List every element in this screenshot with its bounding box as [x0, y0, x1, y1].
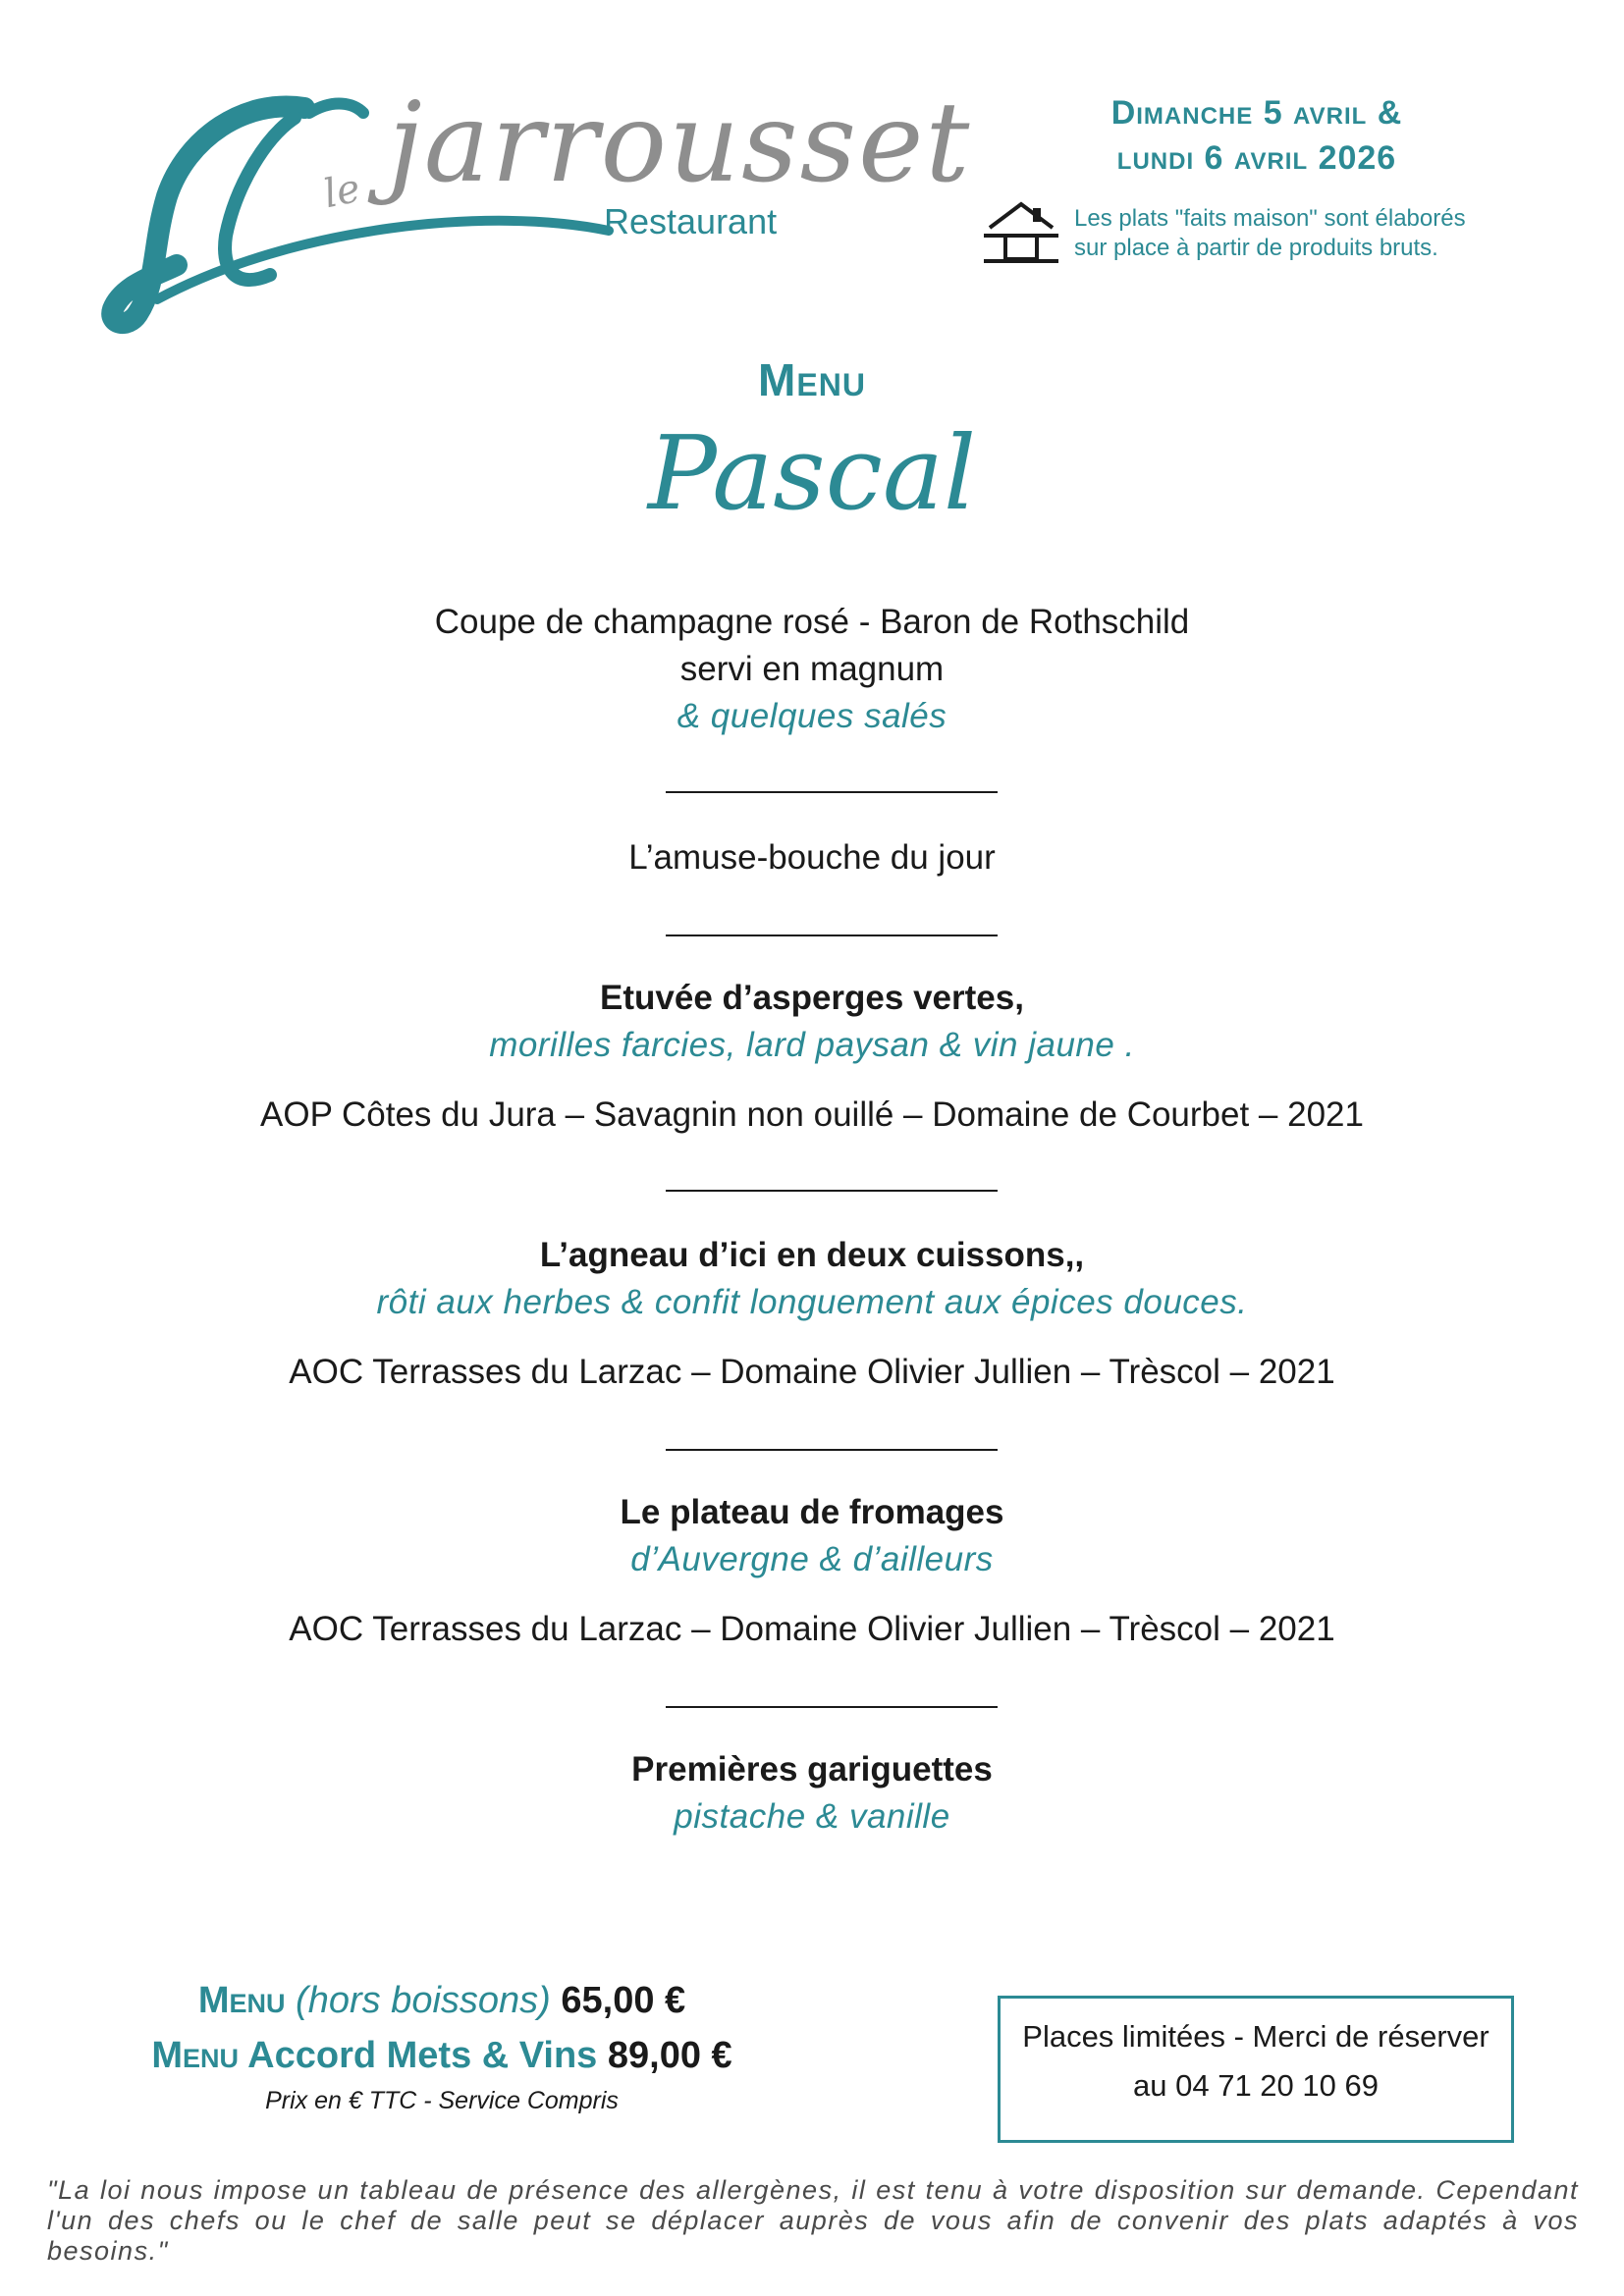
divider	[666, 1706, 998, 1708]
reservation-line-1: Places limitées - Merci de réserver	[1022, 2019, 1489, 2054]
date-line-2: lundi 6 avril 2026	[1116, 139, 1397, 177]
divider	[666, 791, 998, 793]
plat-subtitle: rôti aux herbes & confit longuement aux épices douces.	[376, 1283, 1248, 1321]
divider	[666, 934, 998, 936]
entree-title: Etuvée d’asperges vertes,	[600, 979, 1024, 1017]
aperitif-line-2: servi en magnum	[679, 650, 945, 688]
event-dates	[1021, 90, 1492, 181]
fait-maison-line-2: sur place à partir de produits bruts.	[1074, 235, 1438, 261]
divider	[666, 1449, 998, 1451]
menu-price-line	[108, 1973, 776, 2028]
fromage-subtitle: d’Auvergne & d’ailleurs	[630, 1540, 994, 1578]
accord-price-line	[108, 2028, 776, 2083]
accord-price-label-sc: Menu	[151, 2035, 239, 2076]
menu-price: 65,00 €	[561, 1980, 686, 2021]
menu-price-label: Menu	[197, 1980, 286, 2021]
divider	[666, 1190, 998, 1192]
pricing-block	[108, 1973, 776, 2115]
accord-price: 89,00 €	[607, 2035, 732, 2076]
allergen-note: "La loi nous impose un tableau de présence des allergènes, il est tenu à votre disposition sur demande. Cependant l'un des chefs ou le chef de salle peut se déplacer auprès de vous afin de convenir des plats adaptés à vos besoins."	[47, 2175, 1579, 2266]
fait-maison-note	[1074, 204, 1545, 263]
reservation-box	[998, 1996, 1514, 2143]
date-line-1: Dimanche 5 avril &	[1110, 94, 1403, 132]
reservation-phone: au 04 71 20 10 69	[1133, 2068, 1379, 2103]
plat-title: L’agneau d’ici en deux cuissons,,	[539, 1236, 1085, 1274]
entree-wine: AOP Côtes du Jura – Savagnin non ouillé – Domaine de Courbet – 2021	[260, 1095, 1364, 1134]
restaurant-logo	[98, 79, 972, 344]
house-icon	[982, 196, 1060, 265]
fromage-title: Le plateau de fromages	[620, 1493, 1004, 1531]
fromage-wine: AOC Terrasses du Larzac – Domaine Olivier Jullien – Trèscol – 2021	[289, 1610, 1335, 1648]
aperitif-line-3: & quelques salés	[677, 697, 947, 735]
aperitif-line-1: Coupe de champagne rosé - Baron de Rothschild	[434, 603, 1190, 641]
plat-wine: AOC Terrasses du Larzac – Domaine Olivier Jullien – Trèscol – 2021	[289, 1353, 1335, 1391]
menu-title: Menu	[758, 354, 866, 405]
dessert-subtitle: pistache & vanille	[674, 1797, 950, 1836]
menu-price-note: (hors boissons)	[296, 1980, 551, 2021]
dessert-title: Premières gariguettes	[631, 1750, 993, 1789]
menu-name: Pascal	[647, 413, 977, 533]
logo-subtitle: Restaurant	[604, 201, 778, 241]
logo-name: jarrousset	[388, 80, 972, 207]
entree-subtitle: morilles farcies, lard paysan & vin jaune .	[489, 1026, 1135, 1064]
prix-ttc-note: Prix en € TTC - Service Compris	[265, 2087, 619, 2114]
fait-maison-line-1: Les plats "faits maison" sont élaborés	[1074, 205, 1466, 232]
logo-prefix: le	[319, 165, 364, 218]
accord-price-label: Accord Mets & Vins	[247, 2035, 598, 2076]
amuse-bouche: L’amuse-bouche du jour	[628, 838, 996, 877]
